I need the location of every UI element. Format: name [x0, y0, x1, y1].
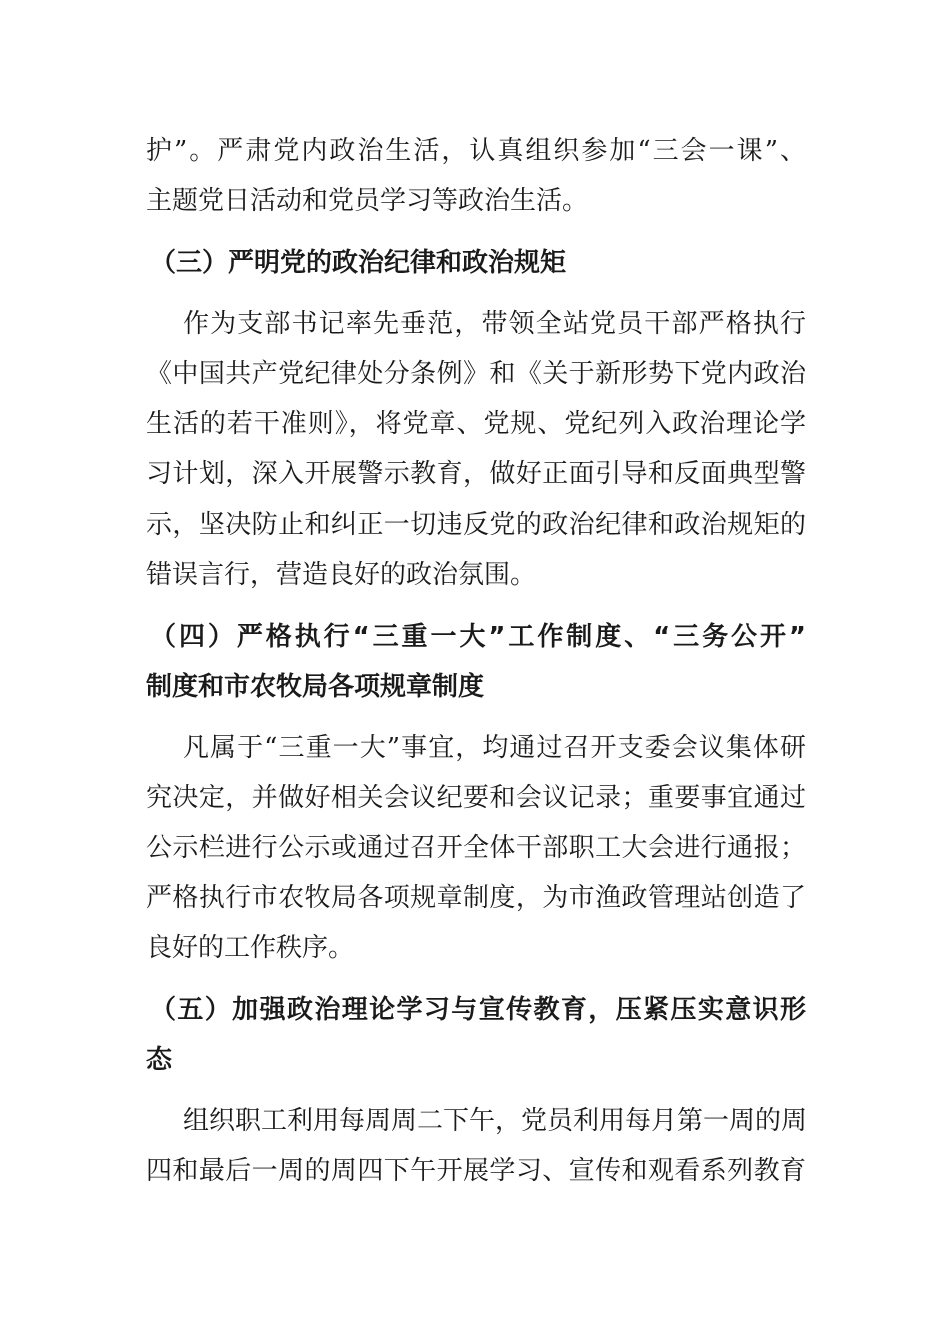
paragraph-line: 凡属于“三重一大”事宜，均通过召开支委会议集体研	[183, 733, 806, 763]
paragraph-line: 四和最后一周的周四下午开展学习、宣传和观看系列教育	[146, 1156, 806, 1186]
paragraph-line: 错误言行，营造良好的政治氛围。	[146, 560, 537, 590]
paragraph-line: 公示栏进行公示或通过召开全体干部职工大会进行通报；	[146, 833, 806, 863]
paragraph-line: 究决定，并做好相关会议纪要和会议记录；重要事宜通过	[146, 783, 806, 813]
paragraph-line: 习计划，深入开展警示教育，做好正面引导和反面典型警	[146, 459, 806, 489]
paragraph-line: 主题党日活动和党员学习等政治生活。	[146, 186, 589, 216]
section-heading-four-continued: 制度和市农牧局各项规章制度	[146, 672, 485, 702]
section-heading-five: （五）加强政治理论学习与宣传教育，压紧压实意识形	[150, 995, 806, 1025]
section-heading-four: （四）严格执行“三重一大”工作制度、“三务公开”	[150, 622, 806, 652]
paragraph-line: 护”。严肃党内政治生活，认真组织参加“三会一课”、	[146, 136, 806, 166]
paragraph-line: 《中国共产党纪律处分条例》和《关于新形势下党内政治	[146, 359, 806, 389]
section-heading-three: （三）严明党的政治纪律和政治规矩	[150, 248, 567, 278]
paragraph-line: 组织职工利用每周周二下午，党员利用每月第一周的周	[183, 1106, 808, 1136]
paragraph-line: 作为支部书记率先垂范，带领全站党员干部严格执行	[183, 309, 806, 339]
paragraph-line: 严格执行市农牧局各项规章制度，为市渔政管理站创造了	[146, 883, 806, 913]
section-heading-five-continued: 态	[146, 1045, 173, 1075]
paragraph-line: 生活的若干准则》，将党章、党规、党纪列入政治理论学	[146, 409, 806, 439]
paragraph-line: 良好的工作秩序。	[146, 933, 355, 963]
paragraph-line: 示，坚决防止和纠正一切违反党的政治纪律和政治规矩的	[146, 510, 806, 540]
